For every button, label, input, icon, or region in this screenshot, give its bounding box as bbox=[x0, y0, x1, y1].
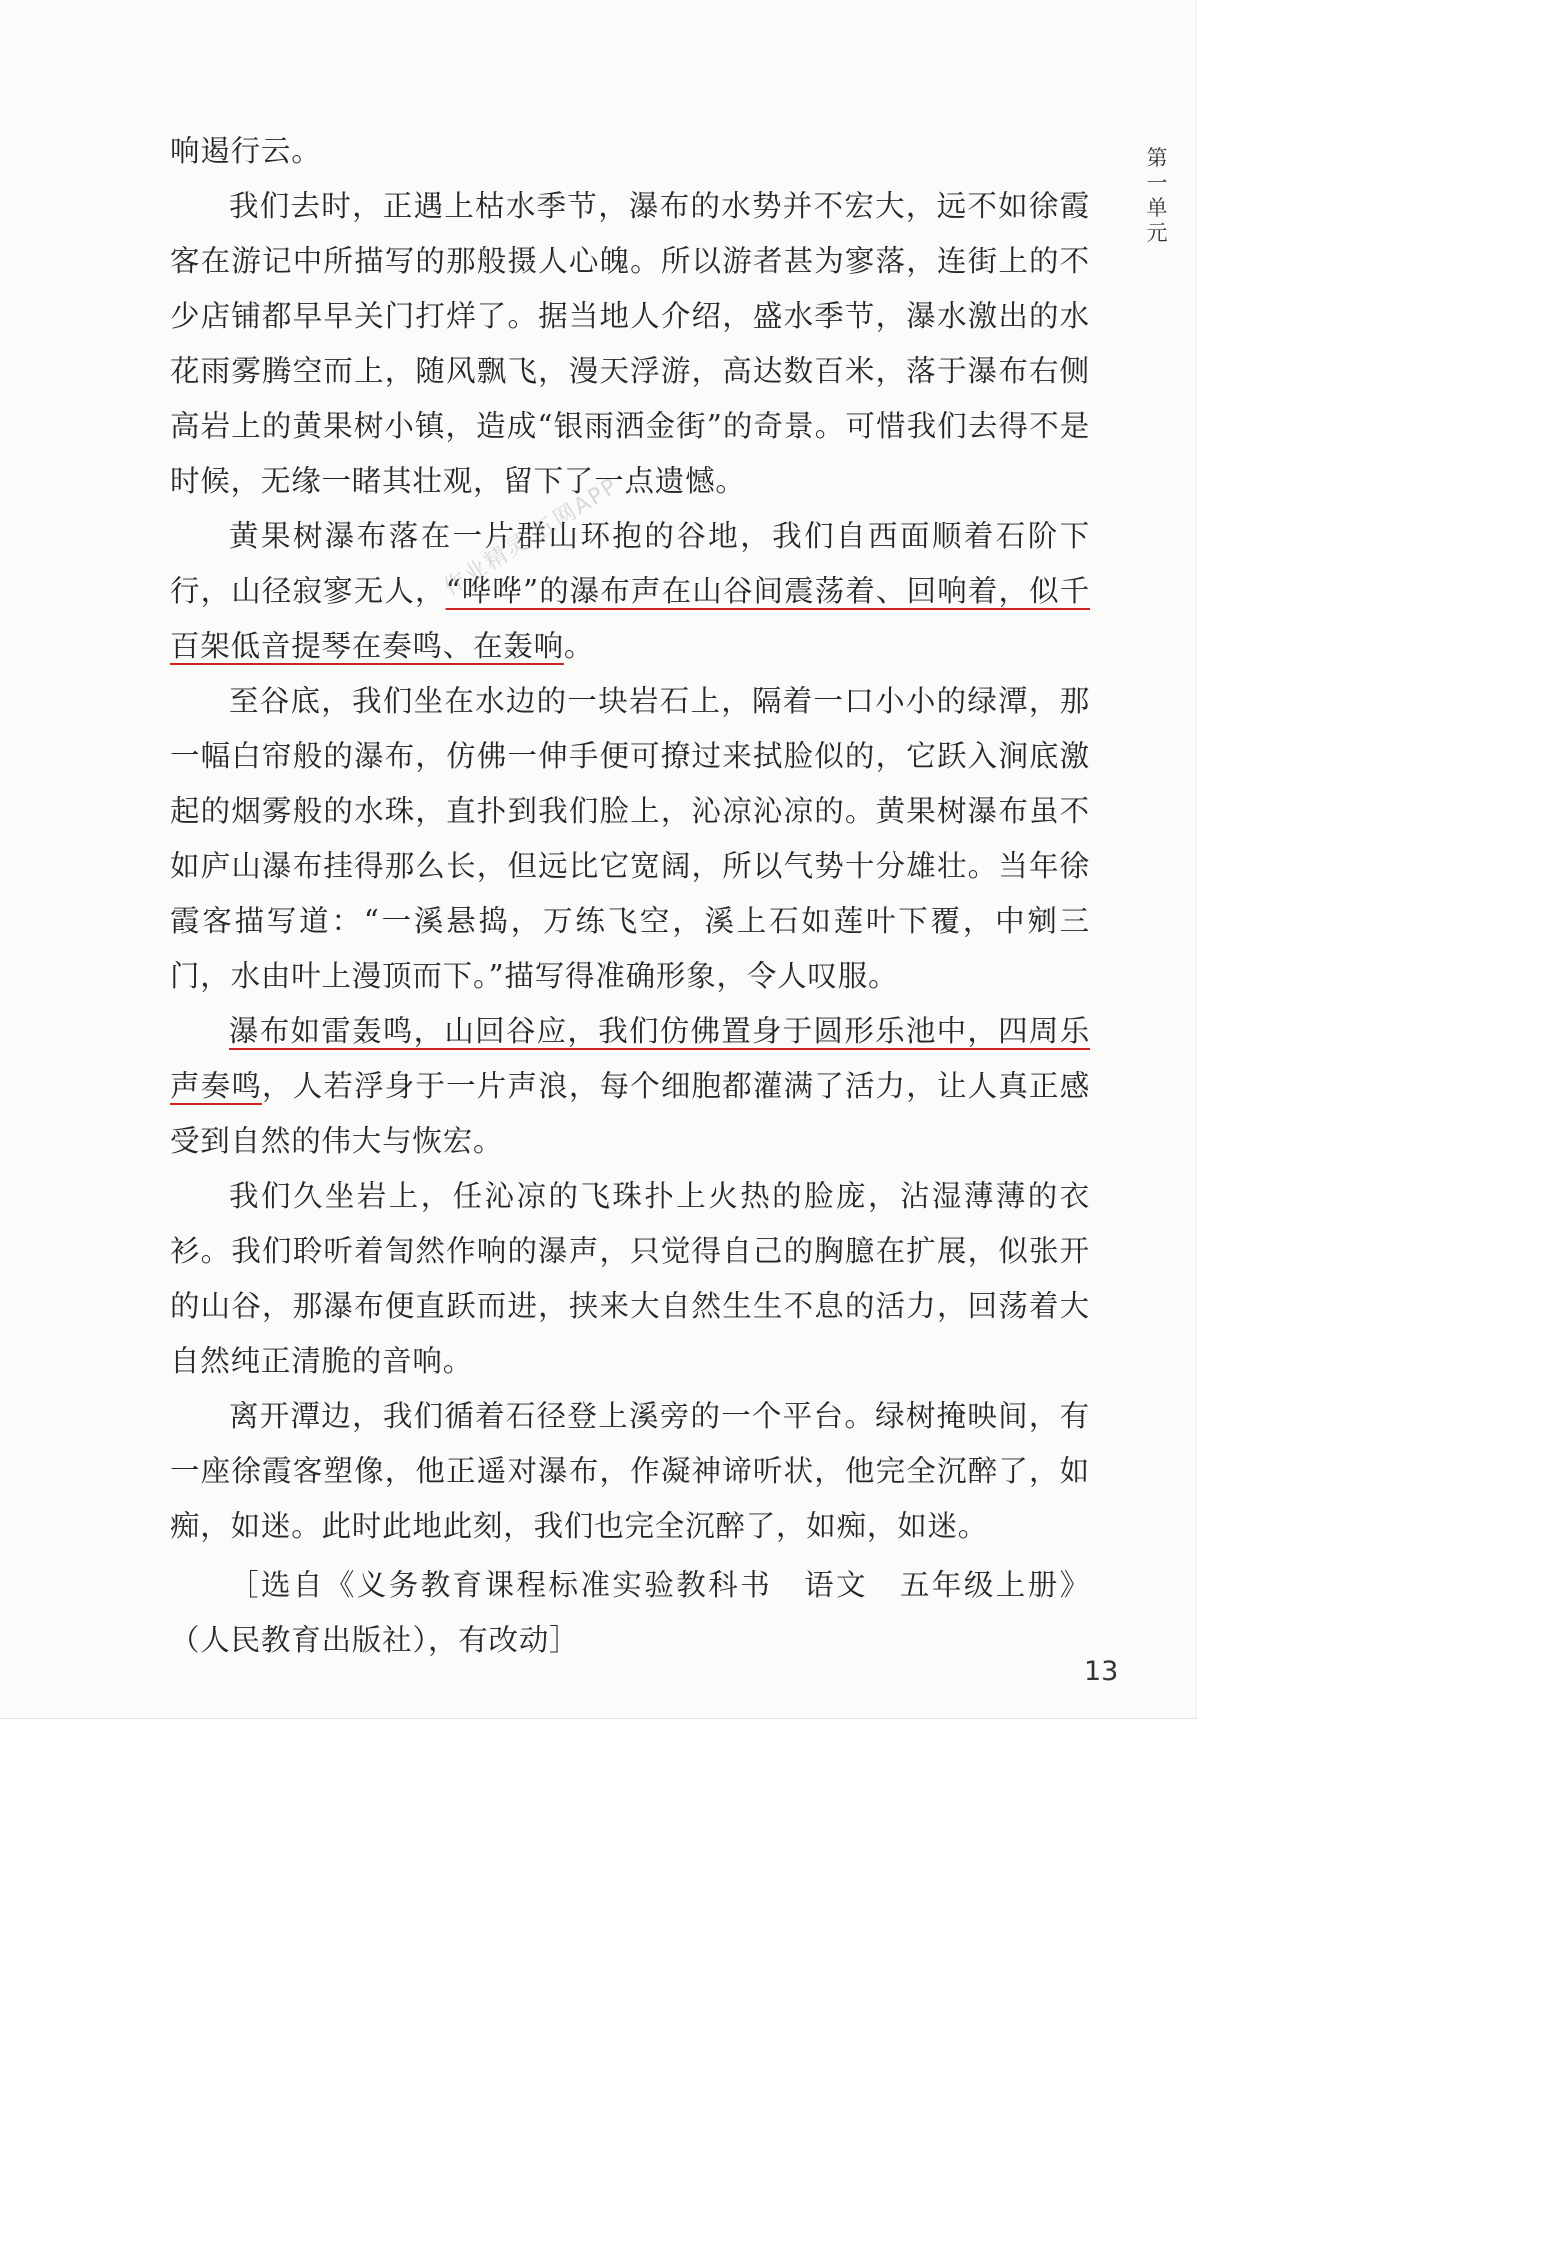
watermark: 作业精灵 五网APP bbox=[439, 473, 624, 601]
text-segment: 离开潭边，我们循着石径登上溪旁的一个平台。绿树掩映间，有一座徐霞客塑像，他正遥对瀑布，作凝神谛听状，他完全沉醉了，如痴，如迷。此时此地此刻，我们也完全沉醉了，如痴，如迷。 bbox=[170, 1399, 1090, 1543]
article-body bbox=[170, 124, 1090, 1668]
paragraph-4 bbox=[170, 1004, 1090, 1169]
paragraph-2 bbox=[170, 509, 1090, 674]
text-segment: 我们去时，正遇上枯水季节，瀑布的水势并不宏大，远不如徐霞客在游记中所描写的那般摄人心魄。所以游者甚为寥落，连街上的不少店铺都早早关门打烊了。据当地人介绍，盛水季节，瀑水激出的水花雨雾腾空而上，随风飘飞，漫天浮游，高达数百米，落于瀑布右侧高岩上的黄果树小镇，造成“银雨洒金街”的奇景。可惜我们去得不是时候，无缘一睹其壮观，留下了一点遗憾。 bbox=[170, 189, 1090, 498]
paragraph-0 bbox=[170, 124, 1090, 179]
text-segment: 黄果树瀑布落在一片群山环抱的谷地，我们自西面顺着石阶下行，山径寂寥无人， bbox=[170, 519, 1090, 608]
text-segment: ，人若浮身于一片声浪，每个细胞都灌满了活力，让人真正感受到自然的伟大与恢宏。 bbox=[170, 1069, 1090, 1158]
page-number: 13 bbox=[1084, 1656, 1119, 1687]
text-segment: 我们久坐岩上，任沁凉的飞珠扑上火热的脸庞，沾湿薄薄的衣衫。我们聆听着訇然作响的瀑声，只觉得自己的胸臆在扩展，似张开的山谷，那瀑布便直跃而进，挟来大自然生生不息的活力，回荡着大自然纯正清脆的音响。 bbox=[170, 1179, 1090, 1378]
text-segment: 响遏行云。 bbox=[170, 134, 322, 168]
paragraph-6 bbox=[170, 1389, 1090, 1554]
unit-label: 第一单元 bbox=[1146, 146, 1168, 245]
source-note: ［选自《义务教育课程标准实验教科书 语文 五年级上册》（人民教育出版社），有改动］ bbox=[170, 1568, 1090, 1657]
paragraph-5 bbox=[170, 1169, 1090, 1389]
text-segment: 至谷底，我们坐在水边的一块岩石上，隔着一口小小的绿潭，那一幅白帘般的瀑布，仿佛一伸手便可撩过来拭脸似的，它跃入涧底激起的烟雾般的水珠，直扑到我们脸上，沁凉沁凉的。黄果树瀑布虽不如庐山瀑布挂得那么长，但远比它宽阔，所以气势十分雄壮。当年徐霞客描写道：“一溪悬捣，万练飞空，溪上石如莲叶下覆，中剜三门，水由叶上漫顶而下。”描写得准确形象，令人叹服。 bbox=[170, 684, 1090, 993]
underlined-sentence: “哗哗”的瀑布声在山谷间震荡着、回响着，似千百架低音提琴在奏鸣、在轰响 bbox=[170, 574, 1090, 663]
paragraph-1 bbox=[170, 179, 1090, 509]
paragraph-3 bbox=[170, 674, 1090, 1004]
text-segment: 。 bbox=[563, 629, 595, 663]
underlined-sentence: 瀑布如雷轰鸣，山回谷应，我们仿佛置身于圆形乐池中，四周乐声奏鸣 bbox=[170, 1014, 1090, 1103]
